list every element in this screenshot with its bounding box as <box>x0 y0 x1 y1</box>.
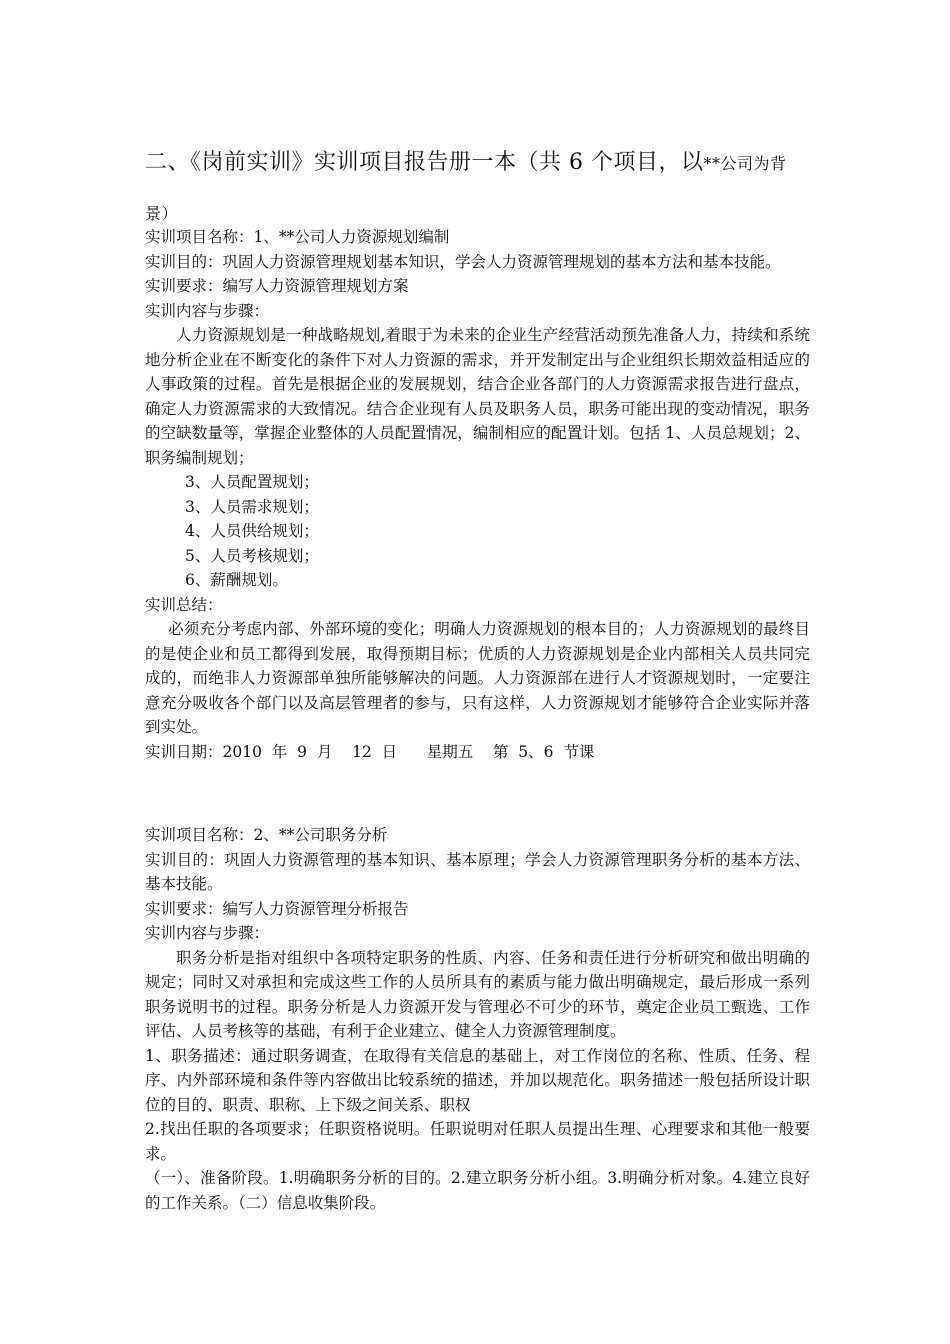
project-1-requirement: 实训要求：编写人力资源管理规划方案 <box>145 277 409 295</box>
project-1-summary: 必须充分考虑内部、外部环境的变化；明确人力资源规划的根本目的；人力资源规划的最终目的是使企业和员工都得到发展，取得预期目标；优质的人力资源规划是企业内部相关人员共同完成的，而绝非人力资源部单独所能够解决的问题。人力资源部在进行人才资源规划时，一定要注意充分吸收各个部门以及高层管理者的参与，只有这样，人力资源规划才能够符合企业实际并落到实处。 <box>145 620 810 736</box>
heading-line-2: 景） <box>145 204 179 223</box>
project-2-item-2: 2.找出任职的各项要求；任职资格说明。任职说明对任职人员提出生理、心理要求和其他一般要求。 <box>145 1120 810 1163</box>
project-2-name: 实训项目名称：2、**公司职务分析 <box>145 826 388 844</box>
project-1-date: 实训日期：2010 年 9 月 12 日 星期五 第 5、6 节课 <box>145 742 595 761</box>
project-1-purpose: 实训目的：巩固人力资源管理规划基本知识，学会人力资源管理规划的基本方法和基本技能。 <box>145 252 781 271</box>
project-1-list-item: 3、人员需求规划； <box>185 497 319 516</box>
heading-main-text: 二、《岗前实训》实训项目报告册一本（共 6 个项目，以 <box>145 150 704 175</box>
project-1-list-item: 3、人员配置规划； <box>185 473 319 491</box>
project-1-list-item: 6、薪酬规划。 <box>185 571 288 589</box>
project-1-content: 人力资源规划是一种战略规划,着眼于为未来的企业生产经营活动预先准备人力，持续和系统地分析企业在不断变化的条件下对人力资源的需求，并开发制定出与企业组织长期效益相适应的人事政策的过程。首先是根据企业的发展规划，结合企业各部门的人力资源需求报告进行盘点，确定人力资源需求的大致情况。结合企业现有人员及职务人员，职务可能出现的变动情况，职务的空缺数量等，掌握企业整体的人员配置情况，编制相应的配置计划。包括 1、人员总规划；2、职务编制规划； <box>145 326 810 467</box>
heading-line-1 <box>145 138 825 189</box>
project-2-item-1: 1、职务描述：通过职务调查，在取得有关信息的基础上，对工作岗位的名称、性质、任务、程序、内外部环境和条件等内容做出比较系统的描述，并加以规范化。职务描述一般包括所设计职位的目的、职责、职称、上下级之间关系、职权 <box>145 1046 810 1114</box>
project-1-content-label: 实训内容与步骤： <box>145 301 270 320</box>
project-2-content: 职务分析是指对组织中各项特定职务的性质、内容、任务和责任进行分析研究和做出明确的规定；同时又对承担和完成这些工作的人员所具有的素质与能力做出明确规定，最后形成一系列职务说明书的过程。职务分析是人力资源开发与管理必不可少的环节，奠定企业员工甄选、工作评估、人员考核等的基础，有利于企业建立、健全人力资源管理制度。 <box>145 948 810 1040</box>
project-1-summary-label: 实训总结： <box>145 595 223 614</box>
project-1-block <box>145 225 810 764</box>
project-2-purpose: 实训目的：巩固人力资源管理的基本知识、基本原理；学会人力资源管理职务分析的基本方法、基本技能。 <box>145 850 810 893</box>
project-1-name: 实训项目名称：1、**公司人力资源规划编制 <box>145 228 450 246</box>
heading-small-text: **公司为背 <box>703 154 787 173</box>
project-2-block <box>145 823 810 1215</box>
project-2-requirement: 实训要求：编写人力资源管理分析报告 <box>145 899 409 918</box>
project-2-stages: （一）、准备阶段。1.明确职务分析的目的。2.建立职务分析小组。3.明确分析对象。4.建立良好的工作关系。（二）信息收集阶段。 <box>145 1169 810 1212</box>
project-1-list-item: 5、人员考核规划； <box>185 546 319 565</box>
project-2-content-label: 实训内容与步骤： <box>145 924 270 942</box>
section-heading <box>145 138 825 239</box>
project-1-list-item: 4、人员供给规划； <box>185 522 319 540</box>
